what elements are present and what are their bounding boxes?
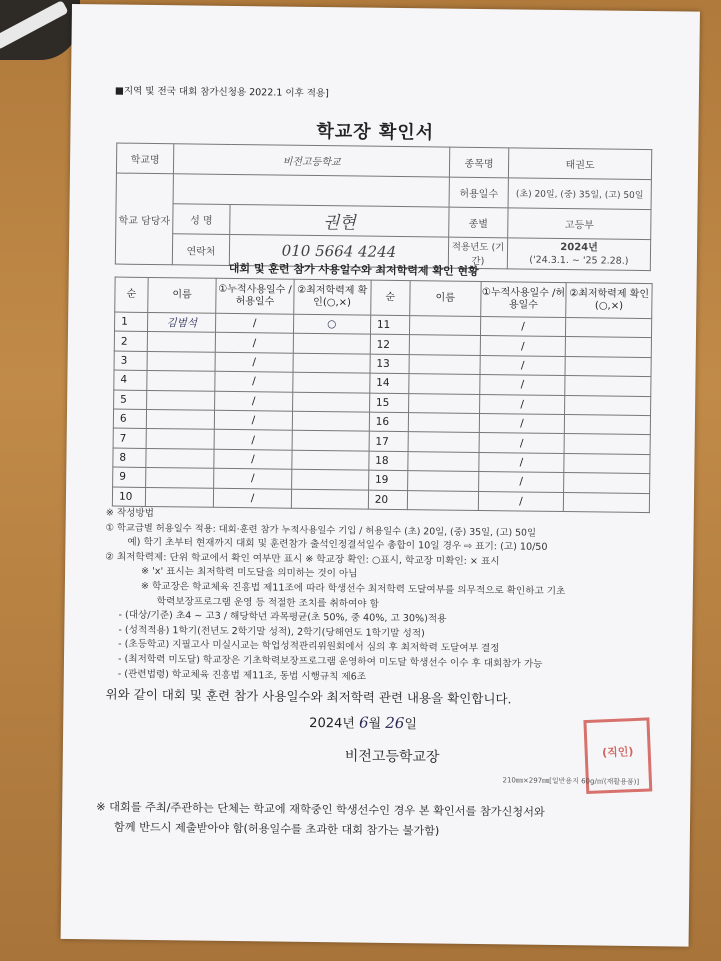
cell-no: 8 bbox=[113, 448, 146, 468]
cell-check bbox=[292, 431, 369, 451]
confirm-text: 위와 같이 대회 및 훈련 참가 사용일수와 최저학력 관련 내용을 확인합니다. bbox=[105, 686, 512, 707]
date-year: 2024년 bbox=[309, 715, 355, 732]
cell-days: / bbox=[215, 391, 292, 411]
cell-days: / bbox=[216, 313, 293, 333]
col-check: ②최저학력제 확인(○,×) bbox=[293, 279, 371, 315]
cell-no: 9 bbox=[113, 467, 146, 487]
cell-days: / bbox=[215, 371, 292, 391]
cell-days: / bbox=[214, 449, 291, 469]
cell-no: 13 bbox=[370, 354, 409, 374]
date-day-unit: 일 bbox=[404, 717, 418, 733]
cell-name bbox=[146, 390, 215, 410]
cell-days: / bbox=[214, 468, 291, 488]
col-name: 이름 bbox=[148, 277, 217, 313]
cell-check bbox=[292, 411, 369, 431]
cell-no: 14 bbox=[370, 373, 409, 393]
cell-check bbox=[565, 415, 651, 435]
cell-days: / bbox=[480, 355, 566, 375]
note-line: 예) 학기 초부터 현재까지 대회 및 훈련참가 출석인정결석일수 총합이 10일 경우 ⇨ 표기: (고) 10/50 bbox=[127, 536, 548, 554]
col-no-right: 순 bbox=[371, 280, 411, 315]
col-days: ①누적사용일수 /허용일수 bbox=[216, 278, 294, 314]
cell-days: / bbox=[479, 394, 565, 414]
cell-no: 1 bbox=[115, 312, 148, 332]
info-table bbox=[115, 143, 652, 272]
cell-check: ○ bbox=[293, 314, 370, 334]
allowed-days-label: 허용일수 bbox=[449, 177, 508, 208]
cell-no: 5 bbox=[114, 390, 147, 410]
date-month-unit: 월 bbox=[368, 716, 382, 732]
year-label: 적용년도 (기간) bbox=[448, 237, 507, 269]
document-title: 학교장 확인서 bbox=[316, 120, 435, 144]
cell-days: / bbox=[214, 488, 291, 508]
cell-check bbox=[291, 489, 368, 509]
cell-name bbox=[407, 471, 478, 491]
col-name-right: 이름 bbox=[410, 281, 481, 317]
cell-check bbox=[292, 392, 369, 412]
note-line: ※ 'x' 표시는 최저학력 미도달을 의미하는 것이 아님 bbox=[141, 566, 358, 580]
cell-name bbox=[146, 448, 215, 468]
note-line: - (성적적용) 1학기(전년도 2학기말 성적), 2학기(당해연도 1학기말 성적) bbox=[118, 624, 425, 640]
cell-name bbox=[409, 374, 480, 394]
cell-no: 20 bbox=[368, 490, 407, 510]
cell-no: 10 bbox=[112, 487, 145, 507]
col-check-right: ②최저학력제 확인(○,×) bbox=[566, 283, 652, 319]
cell-check bbox=[566, 337, 652, 357]
cell-days: / bbox=[215, 430, 292, 450]
allowed-days-value: (초) 20일, (중) 35일, (고) 50일 bbox=[508, 178, 651, 210]
footer-line-1: ※ 대회를 주최/주관하는 단체는 학교에 재학중인 학생선수인 경우 본 확인서를 참가신청서와 bbox=[96, 800, 545, 819]
paper-spec: 210㎜×297㎜[일반용지 60g/㎡(재활용품)] bbox=[502, 776, 640, 786]
year-period: ('24.3.1. ~ '25 2.28.) bbox=[529, 254, 629, 267]
cell-name bbox=[147, 351, 216, 371]
cell-no: 19 bbox=[368, 470, 407, 490]
cell-name bbox=[407, 490, 478, 510]
col-no: 순 bbox=[115, 277, 148, 312]
cell-name bbox=[408, 432, 479, 452]
cell-name bbox=[145, 468, 214, 488]
cell-name bbox=[146, 409, 215, 429]
date-day: 26 bbox=[385, 713, 405, 733]
cell-name bbox=[409, 316, 480, 336]
cell-no: 2 bbox=[114, 331, 147, 351]
sport-value: 태권도 bbox=[508, 148, 651, 180]
cell-name bbox=[146, 429, 215, 449]
cell-name bbox=[409, 354, 480, 374]
note-line: ② 최저학력제: 단위 학교에서 확인 여부만 표시 ※ 학교장 확인: ○표시, 학교장 미확인: × 표시 bbox=[105, 551, 500, 568]
cell-no: 11 bbox=[370, 315, 409, 335]
cell-check bbox=[291, 469, 368, 489]
seal-text: (직인) bbox=[601, 745, 634, 760]
cell-check bbox=[565, 376, 651, 396]
note-line: ※ 작성방법 bbox=[105, 507, 155, 520]
cell-no: 16 bbox=[369, 412, 408, 432]
cell-no: 3 bbox=[114, 351, 147, 371]
usage-table bbox=[112, 277, 653, 513]
cell-name bbox=[408, 451, 479, 471]
col-days-right: ①누적사용일수 /허용일수 bbox=[480, 282, 566, 318]
footer-line-2: 함께 반드시 제출받아야 함(허용일수를 초과한 대회 참가는 불가함) bbox=[113, 820, 440, 838]
cell-check bbox=[565, 395, 651, 415]
cell-days: / bbox=[479, 375, 565, 395]
cell-no: 7 bbox=[113, 428, 146, 448]
name-label: 성 명 bbox=[173, 204, 230, 235]
cell-name: 김범석 bbox=[147, 312, 216, 332]
phone-value: 010 5664 4244 bbox=[229, 234, 448, 268]
cell-check bbox=[292, 372, 369, 392]
cell-days: / bbox=[480, 317, 566, 337]
principal-name: 비전고등학교장 bbox=[344, 748, 440, 766]
cell-days: / bbox=[215, 410, 292, 430]
cell-no: 18 bbox=[369, 451, 408, 471]
cell-no: 15 bbox=[369, 393, 408, 413]
name-value: 권현 bbox=[230, 204, 449, 237]
cell-name bbox=[408, 413, 479, 433]
cell-days: / bbox=[478, 472, 564, 492]
cell-days: / bbox=[216, 333, 293, 353]
note-line: ① 학교급별 허용일수 적용: 대회·훈련 참가 누적사용일수 기입 / 허용일수 (초) 20일, (중) 35일, (고) 50일 bbox=[105, 522, 537, 539]
note-line: - (관련법령) 학교체육 진흥법 제11조, 동법 시행규칙 제6조 bbox=[117, 668, 367, 683]
cell-name bbox=[409, 335, 480, 355]
cell-name bbox=[408, 393, 479, 413]
sport-label: 종목명 bbox=[449, 147, 508, 178]
cell-name bbox=[147, 332, 216, 352]
cell-check bbox=[293, 334, 370, 354]
contact-person-label: 학교 담당자 bbox=[115, 173, 173, 265]
year-value: 2024년 bbox=[560, 241, 598, 254]
cell-days: / bbox=[479, 452, 565, 472]
cell-name bbox=[147, 371, 216, 391]
cell-check bbox=[291, 450, 368, 470]
cell-no: 4 bbox=[114, 370, 147, 390]
header-note: ■지역 및 전국 대회 참가신청용 2022.1 이후 적용] bbox=[114, 85, 329, 100]
cell-days: / bbox=[478, 491, 564, 511]
category-label: 종별 bbox=[449, 207, 508, 238]
cell-check bbox=[565, 356, 651, 376]
cell-name bbox=[145, 487, 214, 507]
cell-no: 12 bbox=[370, 335, 409, 355]
phone-label: 연락처 bbox=[172, 234, 229, 266]
cell-check bbox=[564, 492, 650, 512]
cell-days: / bbox=[479, 413, 565, 433]
note-line: - (최저학력 미도달) 학교장은 기초학력보장프로그램 운영하여 미도달 학생선수 이수 후 대회참가 가능 bbox=[117, 653, 543, 670]
cell-check bbox=[564, 453, 650, 473]
cell-no: 6 bbox=[113, 409, 146, 429]
school-value: 비전고등학교 bbox=[173, 144, 449, 177]
school-label: 학교명 bbox=[116, 143, 173, 174]
note-line: ※ 학교장은 학교체육 진흥법 제11조에 따라 학생선수 최저학력 도달여부를 의무적으로 확인하고 기초 bbox=[140, 580, 566, 598]
cell-days: / bbox=[479, 433, 565, 453]
note-line: - (대상/기준) 초4 ~ 고3 / 해당학년 과목평균(초 50%, 중 40%, 고 30%)적용 bbox=[118, 609, 447, 625]
note-line: - (초등학교) 지필고사 미실시교는 학업성적관리위원회에서 심의 후 최저학력 도달여부 결정 bbox=[118, 639, 500, 655]
cell-days: / bbox=[215, 352, 292, 372]
cell-check bbox=[564, 434, 650, 454]
signature-date bbox=[309, 712, 417, 732]
cell-check bbox=[564, 473, 650, 493]
cell-days: / bbox=[480, 336, 566, 356]
category-value: 고등부 bbox=[508, 208, 651, 240]
cell-check bbox=[293, 353, 370, 373]
document-page bbox=[61, 4, 700, 947]
date-month: 6 bbox=[358, 713, 369, 732]
note-line: 학력보장프로그램 운영 등 적절한 조치를 취하여야 함 bbox=[156, 595, 379, 610]
section-title: 대회 및 훈련 참가 사용일수와 최저학력제 확인 현황 bbox=[228, 261, 479, 278]
cell-no: 17 bbox=[369, 432, 408, 452]
cell-check bbox=[566, 318, 652, 338]
